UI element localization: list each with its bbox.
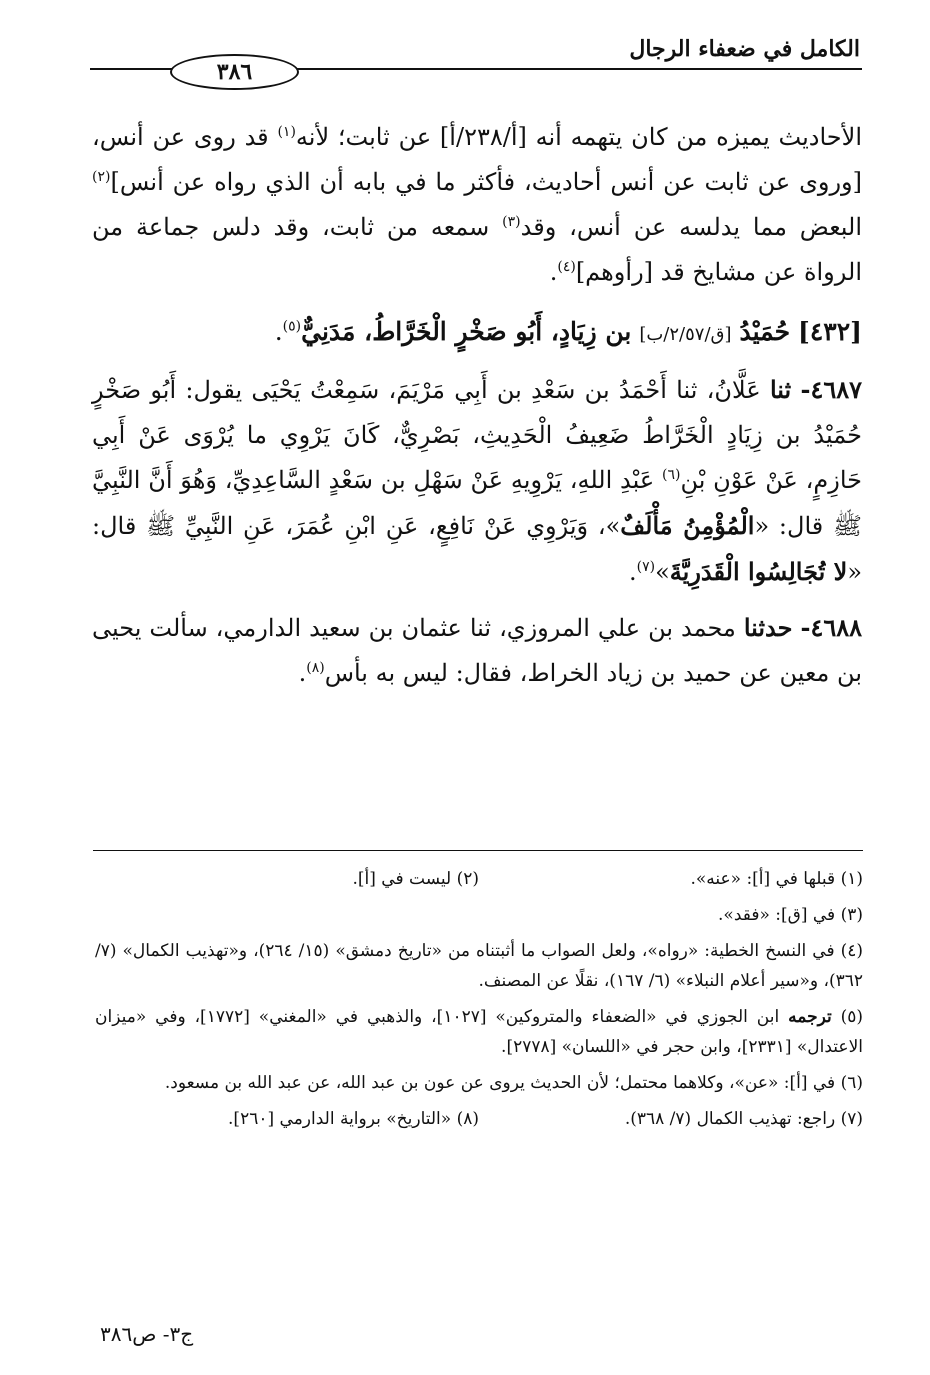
footnote-2: (٢) ليست في [أ].: [352, 869, 479, 889]
footnote-ref-8: (٨): [306, 660, 325, 676]
hadith-number: ٤٦٨٧-: [800, 375, 862, 404]
main-text: [92, 115, 862, 696]
footnote-ref-4: (٤): [557, 259, 576, 275]
hadith-4687: ٤٦٨٧- ثنا عَلَّانُ، ثنا أَحْمَدُ بن سَعْدِ بن أَبِي مَرْيَمَ، سَمِعْتُ يَحْيَى يقول: أَبُو صَخْرٍ حُمَيْدُ بن زِيَادٍ الْخَرَّاطُ ضَعِيفُ الْحَدِيثِ، بَصْرِيٌّ، كَانَ يَرْوِي ما يُرْوَى عَنْ أَبِي حَازِمٍ، عَنْ عَوْنِ بْنِ$^{(٦)}$ عَبْدِ اللهِ، يَرْوِيهِ عَنْ سَهْلِ بن سَعْدٍ السَّاعِدِيِّ، وَهُوَ أَنَّ النَّبِيَّ ﷺ قال: «الْمُؤْمِنُ مَأْلَفٌ»، وَيَرْوِي عَنْ نَافِعٍ، عَنِ ابْنِ عُمَرَ، عَنِ النَّبِيِّ ﷺ قال: «لا تُجَالِسُوا الْقَدَرِيَّةَ»$^{(٧)}$.: [92, 375, 862, 586]
running-header-title: الكامل في ضعفاء الرجال: [629, 36, 860, 62]
footnote-6: (٦) في [أ]: «عن»، وكلاهما محتمل؛ لأن الحديث يروى عن عون بن عبد الله، عن عبد الله بن مسعود.: [164, 1073, 863, 1093]
entry-name: حُمَيْدُ: [739, 317, 791, 346]
entry-number: [٤٣٢]: [798, 317, 862, 346]
hadith-quote: الْمُؤْمِنُ مَأْلَفٌ: [620, 511, 755, 540]
footnote-row: [95, 1104, 863, 1134]
footnote-5: (٥) ترجمه ابن الجوزي في «الضعفاء والمتروكين» [١٠٢٧]، والذهبي في «المغني» [١٧٧٢]، وفي «ميزان الاعتدال» [٢٣٣١]، وابن حجر في «اللسان» [٢٧٧٨].: [95, 1007, 864, 1057]
footnote-ref-1: (١): [277, 124, 296, 140]
footnote-ref-3: (٣): [502, 214, 521, 230]
footnote-ref-7: (٧): [636, 559, 656, 575]
footnote-7: (٧) راجع: تهذيب الكمال (٧/ ٣٦٨).: [624, 1109, 863, 1129]
hadith-4688: ٤٦٨٨- حدثنا محمد بن علي المروزي، ثنا عثمان بن سعيد الدارمي، سألت يحيى بن معين عن حميد بن زياد الخراط، فقال: ليس به بأس$^{(٨)}$.: [92, 613, 862, 687]
footnote-3: (٣) في [ق]: «فقد».: [718, 905, 863, 925]
footnote-ref-6: (٦): [661, 467, 681, 483]
footnote-ref-2: (٢): [92, 169, 111, 185]
manuscript-ref: [ق/٢/٥٧/ب]: [639, 324, 732, 345]
page-number: ٣٨٦: [170, 54, 299, 90]
paragraph-intro: الأحاديث يميزه من كان يتهمه أنه [أ/٢٣٨/أ] عن ثابت؛ لأنه$^{(١)}$ قد روى عن أنس، [وروى عن ثابت عن أنس أحاديث، فأكثر ما في بابه أن الذي رواه عن أنس]$^{(٢)}$ البعض مما يدلسه عن أنس، وقد$^{(٣)}$ سمعه من ثابت، وقد دلس جماعة من الرواة عن مشايخ قد [رأوهم]$^{(٤)}$.: [92, 123, 862, 286]
footnote-row: [95, 864, 863, 894]
footnotes: [95, 864, 863, 1140]
footnote-ref-5: (٥): [282, 318, 302, 335]
hadith-quote: لا تُجَالِسُوا الْقَدَرِيَّةَ: [669, 557, 848, 586]
page-footer-reference: ج٣- ص٣٨٦: [100, 1322, 194, 1346]
footnote-1: (١) قبلها في [أ]: «عنه».: [690, 869, 863, 889]
footnote-divider: [93, 850, 863, 851]
footnote-8: (٨) «التاريخ» برواية الدارمي [٢٦٠].: [228, 1109, 479, 1129]
footnote-4: (٤) في النسخ الخطية: «رواه»، ولعل الصواب ما أثبتناه من «تاريخ دمشق» (١٥/ ٢٦٤)، و«تهذيب الكمال» (٧/ ٣٦٢)، و«سير أعلام النبلاء» (٦/ ١٦٧)، نقلًا عن المصنف.: [95, 941, 863, 991]
hadith-number: ٤٦٨٨-: [800, 613, 862, 642]
entry-heading: [٤٣٢] حُمَيْدُ [ق/٢/٥٧/ب] بن زِيَادٍ، أَبُو صَخْرٍ الْخَرَّاطُ، مَدَنِيٌّ$^{(٥)}$.: [274, 317, 862, 346]
